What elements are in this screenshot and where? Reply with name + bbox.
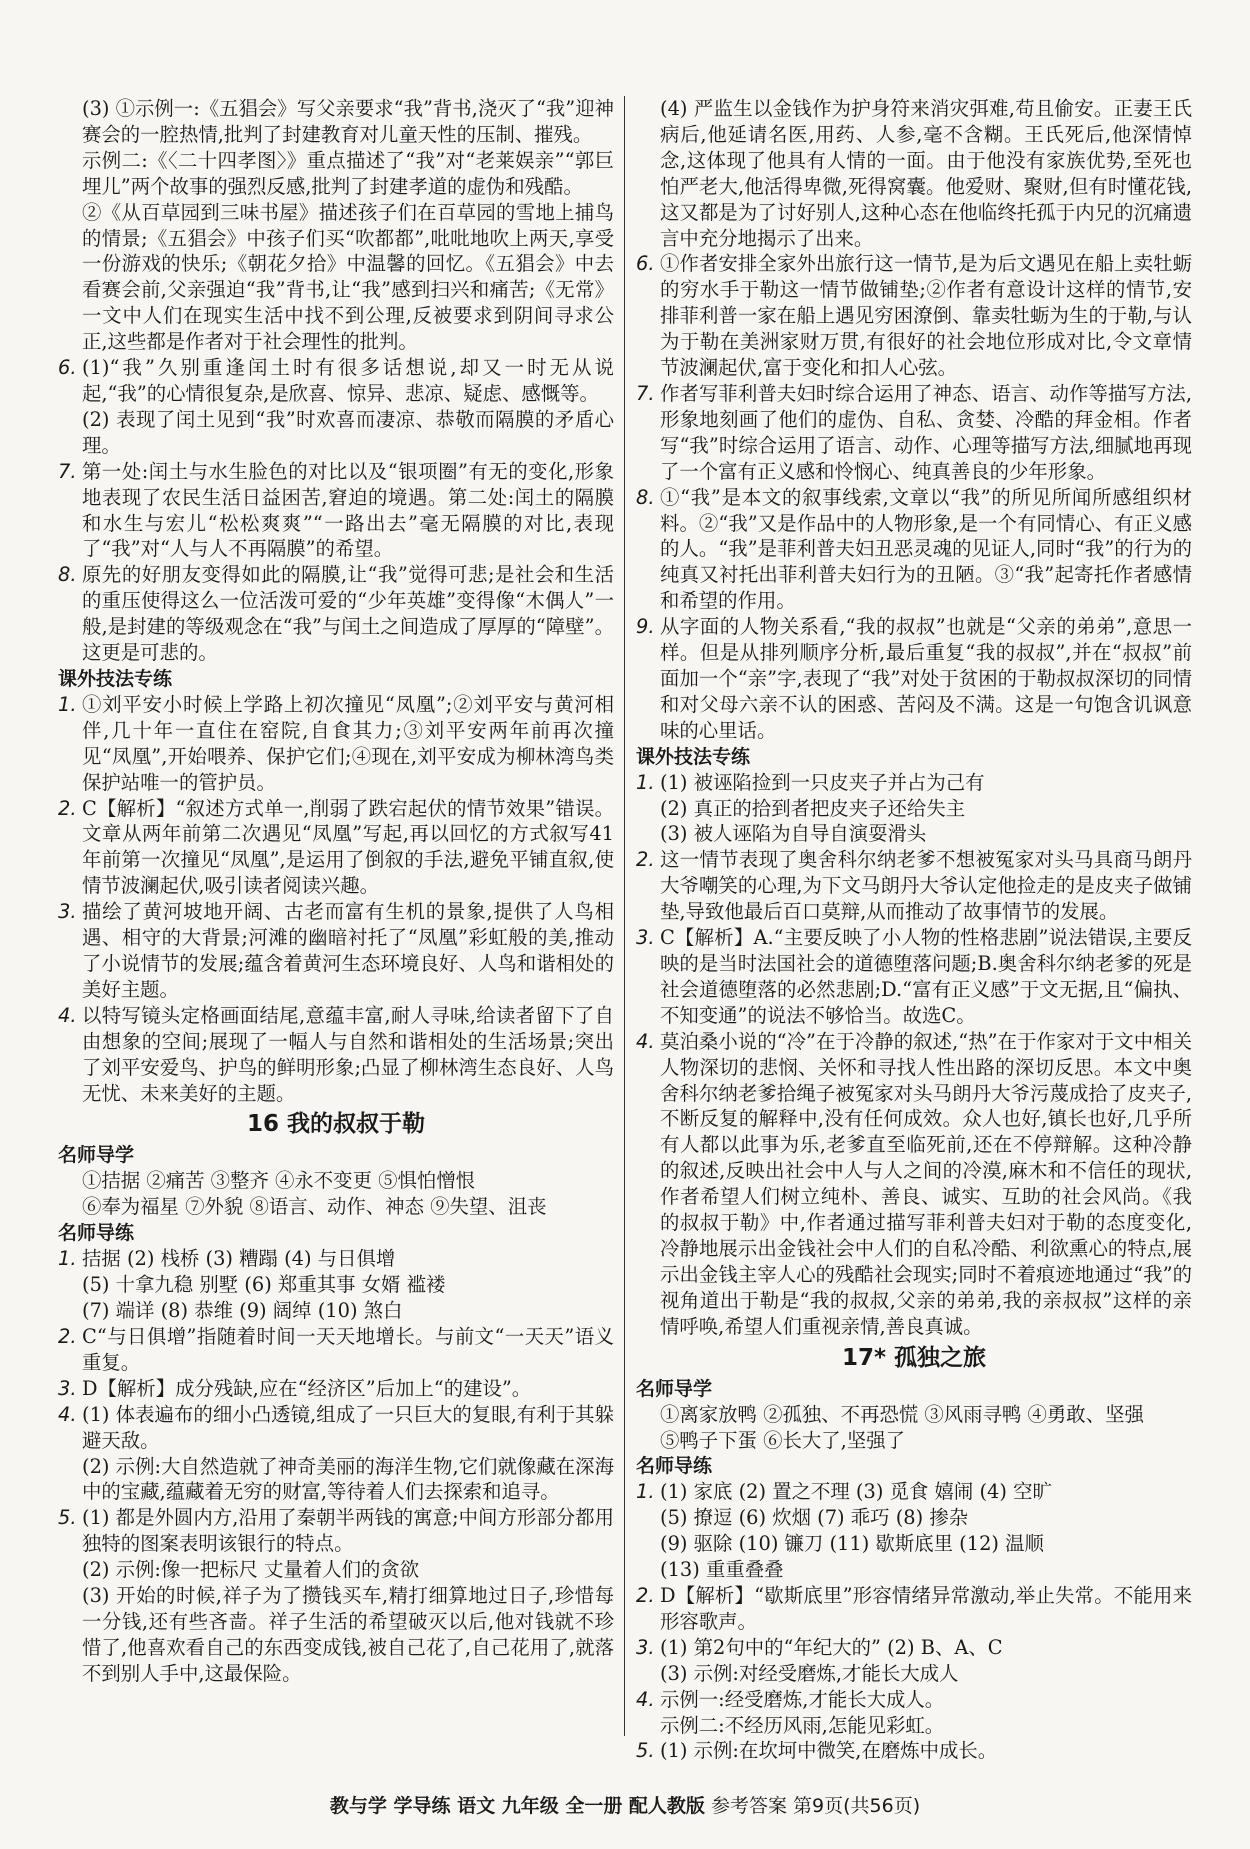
item-number: 3. (636, 1635, 655, 1659)
answer-item (58, 1505, 614, 1557)
footer-brand: 教与学 学导练 语文 九年级 全一册 配人教版 (329, 1795, 705, 1817)
item-text: 示例一:经受磨炼,才能长大成人。 (660, 1687, 945, 1711)
item-number: 4. (58, 1003, 77, 1027)
answer-line: ①离家放鸭 ②孤独、不再恐慌 ③风雨寻鸭 ④勇敢、坚强 (660, 1402, 1144, 1426)
item-text: (1) 都是外圆内方,沿用了秦朝半两钱的寓意;中间方形部分都用独特的图案表明该银行的特点。 (82, 1506, 614, 1556)
item-text: C【解析】“叙述方式单一,削弱了跌宕起伏的情节效果”错误。文章从两年前第二次遇见“凤凰”写起,再以回忆的方式叙写41年前第一次撞见“凤凰”,是运用了倒叙的手法,避免平铺直叙,使情节波澜起伏,吸引读者阅读兴趣。 (82, 796, 614, 898)
item-text: D【解析】“歇斯底里”形容情绪异常激动,举止失常。不能用来形容歌声。 (660, 1584, 1192, 1633)
item-text: C【解析】A.“主要反映了小人物的性格悲剧”说法错误,主要反映的是当时法国社会的道德堕落问题;B.奥舍科尔纳老爹的死是社会道德堕落的必然悲剧;D.“富有正义感”于文无据,且“偏执、不知变通”的说法不够恰当。故选C。 (660, 926, 1192, 1027)
item-text: (1)“我”久别重逢闰土时有很多话想说,却又一时无从说起,“我”的心情很复杂,是欣喜、惊异、悲凉、疑虑、感慨等。 (82, 356, 614, 405)
answer-item (58, 1246, 614, 1272)
lesson-title (636, 1340, 1192, 1376)
item-number: 5. (58, 1506, 77, 1530)
answer-item (58, 796, 614, 900)
item-number: 9. (636, 615, 655, 639)
item-text: ①刘平安小时候上学路上初次撞见“凤凰”;②刘平安与黄河相伴,几十年一直住在窑院,自食其力;③刘平安两年前再次撞见“凤凰”,开始喂养、保护它们;④现在,刘平安成为柳林湾鸟类保护站唯一的管护员。 (82, 692, 614, 794)
item-number: 6. (636, 252, 655, 276)
answer-item (636, 1687, 1192, 1713)
answer-item (58, 562, 614, 666)
answer-item (636, 1738, 1192, 1764)
item-text: 作者写菲利普夫妇时综合运用了神态、语言、动作等描写方法,形象地刻画了他们的虚伪、自私、贪婪、冷酷的拜金相。作者写“我”时综合运用了语言、动作、心理等描写方法,细腻地再现了一个富有正义感和怜悯心、纯真善良的少年形象。 (660, 381, 1192, 483)
lesson-title-text: 我的叔叔于勒 (287, 1111, 425, 1138)
item-number: 4. (636, 1687, 655, 1711)
answer-item (58, 1003, 614, 1107)
item-text: 莫泊桑小说的“冷”在于冷静的叙述,“热”在于作家对于文中相关人物深切的悲悯、关怀和寻找人性出路的深切反思。本文中奥舍科尔纳老爹拾绳子被冤家对头马朗丹大爷污蔑成拾了皮夹子,不断反复的解释中,没有任何成效。众人也好,镇长也好,几乎所有人都以此事为乐,老爹直至临死前,还在不停辩解。这种冷静的叙述,反映出社会中人与人之间的冷漠,麻木和不信任的现状,作者希望人们树立纯朴、善良、诚实、互助的社会风尚。《我的叔叔于勒》中,作者通过描写菲利普夫妇对于勒的态度变化,冷静地展示出金钱社会中人们的自私冷酷、利欲熏心的特点,展示出金钱主宰人心的残酷社会现实;同时不着痕迹地通过“我”的视角道出于勒是“我的叔叔,父亲的弟弟,我的亲叔叔”这样的亲情呼唤,希望人们重视亲情,善良真诚。 (660, 1029, 1192, 1338)
section-heading: 名师导学 (636, 1377, 713, 1400)
item-number: 1. (636, 1480, 655, 1504)
item-text: C“与日俱增”指随着时间一天天地增长。与前文“一天天”语义重复。 (82, 1324, 614, 1374)
item-number: 2. (58, 796, 77, 820)
answer-line: 示例二:不经历风雨,怎能见彩虹。 (660, 1713, 945, 1737)
lesson-title-text: 孤独之旅 (894, 1344, 987, 1371)
item-number: 1. (58, 692, 77, 716)
lesson-number: 16 (246, 1111, 287, 1138)
item-text: D【解析】成分残缺,应在“经济区”后加上“的建设”。 (82, 1376, 532, 1400)
answer-item (636, 1583, 1192, 1635)
item-number: 3. (58, 900, 77, 924)
answer-line: (3) ①示例一:《五猖会》写父亲要求“我”背书,浇灭了“我”迎神赛会的一腔热情,批判了封建教育对儿童天性的压制、摧残。 (82, 97, 614, 146)
section-heading: 课外技法专练 (58, 667, 173, 690)
item-text: 第一处:闰土与水生脸色的对比以及“银项圈”有无的变化,形象地表现了农民生活日益困苦,窘迫的境遇。第二处:闰土的隔膜和水生与宏儿“松松爽爽”“一路出去”毫无隔膜的对比,表现了“我”对“人与人不再隔膜”的希望。 (82, 459, 614, 561)
answer-line: (5) 十拿九稳 别墅 (6) 郑重其事 女婿 褴褛 (82, 1273, 446, 1297)
answer-item (58, 1376, 614, 1402)
answer-line: 示例二:《〈二十四孝图〉》重点描述了“我”对“老莱娱亲”“郭巨埋儿”两个故事的强烈反感,批判了封建孝道的虚伪和残酷。 (82, 148, 614, 198)
answer-line: (9) 驱除 (10) 镰刀 (11) 歇斯底里 (12) 温顺 (660, 1532, 1044, 1556)
answer-item (636, 614, 1192, 744)
answer-line: ⑥奉为福星 ⑦外貌 ⑧语言、动作、神态 ⑨失望、沮丧 (82, 1195, 547, 1219)
answer-line: (2) 示例:大自然造就了神奇美丽的海洋生物,它们就像藏在深海中的宝藏,蕴藏着无穷的财富,等待着人们去探索和追寻。 (82, 1454, 614, 1504)
item-text: 描绘了黄河坡地开阔、古老而富有生机的景象,提供了人鸟相遇、相守的大背景;河滩的幽暗衬托了“凤凰”彩虹般的美,推动了小说情节的发展;蕴含着黄河生态环境良好、人鸟和谐相处的美好主题。 (82, 900, 614, 1001)
item-number: 2. (58, 1324, 77, 1348)
lesson-title (58, 1106, 614, 1142)
footer-page-number: 第9页(共56页) (793, 1795, 921, 1817)
section-heading: 名师导练 (636, 1455, 713, 1478)
answer-line: (2) 真正的拾到者把皮夹子还给失主 (660, 796, 966, 820)
item-text: 原先的好朋友变得如此的隔膜,让“我”觉得可悲;是社会和生活的重压使得这么一位活泼可爱的“少年英雄”变得像“木偶人”一般,是封建的等级观念在“我”与闰土之间造成了厚厚的“障壁”。这更是可悲的。 (82, 563, 614, 665)
item-number: 5. (636, 1739, 655, 1763)
answer-line: (3) 被人诬陷为自导自演耍滑头 (660, 822, 927, 846)
column-divider (624, 96, 625, 1736)
answer-line: (2) 表现了闰土见到“我”时欢喜而凄凉、恭敬而隔膜的矛盾心理。 (82, 407, 614, 457)
item-number: 7. (58, 459, 77, 483)
item-number: 4. (58, 1402, 77, 1426)
item-text: (1) 家底 (2) 置之不理 (3) 觅食 嬉闹 (4) 空旷 (660, 1480, 1052, 1504)
item-text: ①“我”是本文的叙事线索,文章以“我”的所见所闻所感组织材料。②“我”又是作品中的人物形象,是一个有同情心、有正义感的人。“我”是菲利普夫妇丑恶灵魂的见证人,同时“我”的行为的纯真又衬托出菲利普夫妇行为的丑陋。③“我”起寄托作者感情和希望的作用。 (660, 485, 1192, 613)
answer-item (636, 381, 1192, 485)
section-heading: 名师导学 (58, 1144, 135, 1167)
answer-item (58, 692, 614, 796)
item-text: (1) 体表遍布的细小凸透镜,组成了一只巨大的复眼,有利于其躲避天敌。 (82, 1402, 614, 1452)
answer-line: (5) 撩逗 (6) 炊烟 (7) 乖巧 (8) 掺杂 (660, 1506, 969, 1530)
answer-item (58, 1324, 614, 1376)
item-number: 4. (636, 1029, 655, 1053)
answer-line: (4) 严监生以金钱作为护身符来消灾弭难,苟且偷安。正妻王氏病后,他延请名医,用药、人参,毫不含糊。王氏死后,他深情悼念,这体现了他具有人情的一面。由于他没有家族优势,至死也怕严老大,他活得卑微,死得窝囊。他爱财、聚财,但有时懂花钱,这又都是为了讨好别人,这种心态在他临终托孤于内兄的沉痛遗言中充分地揭示了出来。 (660, 97, 1192, 250)
answer-item (636, 1479, 1192, 1505)
answer-item (636, 847, 1192, 925)
answer-item (58, 899, 614, 1003)
item-text: ①作者安排全家外出旅行这一情节,是为后文遇见在船上卖牡蛎的穷水手于勒这一情节做铺垫;②作者有意设计这样的情节,安排菲利普一家在船上遇见穷困潦倒、靠卖牡蛎为生的于勒,与认为于勒在美洲家财万贯,有很好的社会地位形成对比,令文章情节波澜起伏,富于变化和扣人心弦。 (660, 252, 1192, 380)
answer-item (58, 459, 614, 563)
item-number: 7. (636, 381, 655, 405)
item-text: (1) 被诬陷捡到一只皮夹子并占为己有 (660, 770, 985, 794)
answer-item (636, 251, 1192, 381)
left-column (58, 96, 614, 1687)
answer-item (636, 1029, 1192, 1340)
item-number: 1. (58, 1247, 77, 1271)
footer-section: 参考答案 (710, 1795, 787, 1817)
answer-line: ②《从百草园到三味书屋》描述孩子们在百草园的雪地上捕鸟的情景;《五猖会》中孩子们买“吹都都”,吡吡地吹上两天,享受一份游戏的快乐;《朝花夕拾》中温馨的回忆。《五猖会》中去看赛会前,父亲强迫“我”背书,让“我”感到扫兴和痛苦;《无常》一文中人们在现实生活中找不到公理,反被要求到阴间寻求公正,这些都是作者对于社会理性的批判。 (82, 200, 614, 354)
answer-item (636, 485, 1192, 615)
section-heading: 课外技法专练 (636, 745, 751, 768)
item-text: 从字面的人物关系看,“我的叔叔”也就是“父亲的弟弟”,意思一样。但是从排列顺序分析,最后重复“我的叔叔”,并在“叔叔”前面加一个“亲”字,表现了“我”对处于贫困的于勒叔叔深切的同情和对父母六亲不认的困惑、苦闷及不满。这是一句饱含讥讽意味的心里话。 (660, 615, 1192, 742)
item-text: (1) 第2句中的“年纪大的” (2) B、A、C (660, 1635, 1003, 1659)
item-number: 6. (58, 356, 77, 380)
item-number: 2. (636, 1584, 655, 1608)
answer-line: (3) 开始的时候,祥子为了攒钱买车,精打细算地过日子,珍惜每一分钱,还有些吝啬。祥子生活的希望破灭以后,他对钱就不珍惜了,他喜欢看自己的东西变成钱,被自己花了,自己花用了,就落不到别人手中,这最保险。 (82, 1584, 614, 1685)
section-heading: 名师导练 (58, 1222, 135, 1245)
item-text: 这一情节表现了奥舍科尔纳老爹不想被冤家对头马具商马朗丹大爷嘲笑的心理,为下文马朗丹大爷认定他捡走的是皮夹子做铺垫,导致他最后百口莫辩,从而推动了故事情节的发展。 (660, 848, 1192, 924)
answer-item (636, 925, 1192, 1029)
item-number: 3. (58, 1376, 77, 1400)
answer-line: (13) 重重叠叠 (660, 1558, 784, 1582)
answer-line: ⑤鸭子下蛋 ⑥长大了,坚强了 (660, 1428, 906, 1452)
item-text: 拮据 (2) 栈桥 (3) 糟蹋 (4) 与日俱增 (82, 1247, 396, 1271)
item-number: 8. (636, 485, 655, 509)
item-number: 8. (58, 563, 77, 587)
item-text: 以特写镜头定格画面结尾,意蕴丰富,耐人寻味,给读者留下了自由想象的空间;展现了一幅人与自然和谐相处的生活场景;突出了刘平安爱鸟、护鸟的鲜明形象;凸显了柳林湾生态良好、人鸟无忧、未来美好的主题。 (82, 1003, 614, 1105)
item-number: 3. (636, 926, 655, 950)
item-number: 2. (636, 848, 655, 872)
answer-line: ①拮据 ②痛苦 ③整齐 ④永不变更 ⑤惧怕憎恨 (82, 1169, 476, 1193)
lesson-number: 17* (841, 1344, 895, 1371)
answer-item (636, 1635, 1192, 1661)
answer-item (636, 770, 1192, 796)
answer-item (58, 1402, 614, 1454)
answer-item (58, 355, 614, 407)
right-column (636, 96, 1192, 1764)
answer-line: (7) 端详 (8) 恭维 (9) 阔绰 (10) 煞白 (82, 1299, 403, 1323)
item-number: 1. (636, 770, 655, 794)
page-footer (0, 1791, 1250, 1818)
answer-line: (3) 示例:对经受磨炼,才能长大成人 (660, 1661, 959, 1685)
answer-line: (2) 示例:像一把标尺 丈量着人们的贪欲 (82, 1558, 420, 1582)
item-text: (1) 示例:在坎坷中微笑,在磨炼中成长。 (660, 1739, 998, 1763)
